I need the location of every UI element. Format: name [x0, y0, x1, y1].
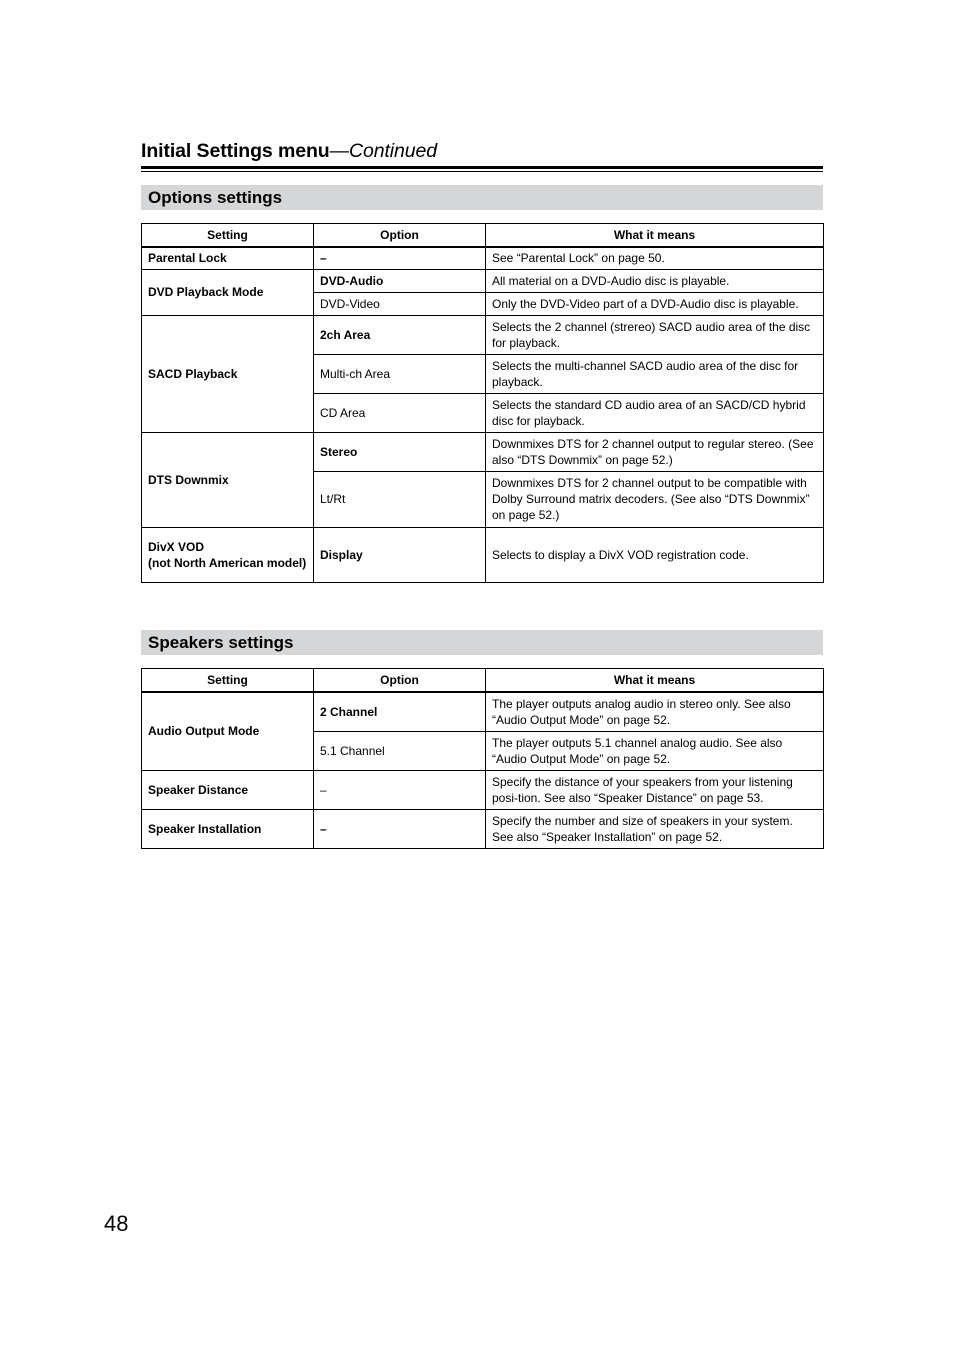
options-table: [141, 223, 824, 583]
meaning-cell: Selects the multi-channel SACD audio area of the disc for playback.: [486, 354, 824, 393]
option-cell: DVD-Video: [314, 292, 486, 315]
table-row: [142, 432, 824, 471]
page-title-continued: —Continued: [329, 140, 437, 162]
options-section-heading: Options settings: [141, 185, 823, 210]
setting-cell: [142, 527, 314, 582]
header-rule-thin: [141, 171, 823, 172]
option-cell: –: [314, 770, 486, 809]
table-header-row: [142, 224, 824, 248]
setting-cell: Speaker Installation: [142, 809, 314, 848]
option-cell: 5.1 Channel: [314, 731, 486, 770]
option-cell: –: [314, 247, 486, 269]
table-header-row: [142, 669, 824, 693]
setting-cell: Audio Output Mode: [142, 692, 314, 770]
meaning-cell: Selects the 2 channel (strereo) SACD audio area of the disc for playback.: [486, 315, 824, 354]
meaning-cell: Selects the standard CD audio area of an SACD/CD hybrid disc for playback.: [486, 393, 824, 432]
header-rule-thick: [141, 166, 823, 169]
option-cell: 2 Channel: [314, 692, 486, 731]
table-row: [142, 692, 824, 731]
meaning-cell: Selects to display a DivX VOD registration code.: [486, 527, 824, 582]
meaning-cell: Specify the number and size of speakers in your system. See also “Speaker Installation” on page 52.: [486, 809, 824, 848]
column-header-option: Option: [314, 224, 486, 248]
meaning-cell: All material on a DVD-Audio disc is playable.: [486, 269, 824, 292]
page-title: [141, 138, 823, 164]
setting-cell: SACD Playback: [142, 315, 314, 432]
option-cell: –: [314, 809, 486, 848]
option-cell: Stereo: [314, 432, 486, 471]
option-cell: Display: [314, 527, 486, 582]
meaning-cell: Downmixes DTS for 2 channel output to be compatible with Dolby Surround matrix decoders. (See also “DTS Downmix” on page 52.): [486, 471, 824, 527]
setting-cell: DTS Downmix: [142, 432, 314, 527]
page-number: 48: [104, 1211, 129, 1236]
setting-cell: Parental Lock: [142, 247, 314, 269]
table-row: [142, 809, 824, 848]
setting-cell: DVD Playback Mode: [142, 269, 314, 315]
column-header-meaning: What it means: [486, 669, 824, 693]
option-cell: DVD-Audio: [314, 269, 486, 292]
speakers-table: [141, 668, 824, 849]
page-title-main: Initial Settings menu: [141, 140, 330, 162]
setting-cell: Speaker Distance: [142, 770, 314, 809]
option-cell: Multi-ch Area: [314, 354, 486, 393]
meaning-cell: See “Parental Lock” on page 50.: [486, 247, 824, 269]
column-header-meaning: What it means: [486, 224, 824, 248]
column-header-setting: Setting: [142, 224, 314, 248]
meaning-cell: Only the DVD-Video part of a DVD-Audio disc is playable.: [486, 292, 824, 315]
meaning-cell: The player outputs 5.1 channel analog audio. See also “Audio Output Mode” on page 52.: [486, 731, 824, 770]
page-header: [141, 138, 823, 172]
table-row: [142, 527, 824, 582]
table-row: [142, 247, 824, 269]
meaning-cell: The player outputs analog audio in stereo only. See also “Audio Output Mode” on page 52.: [486, 692, 824, 731]
setting-cell-line1: DivX VOD: [148, 539, 205, 554]
option-cell: 2ch Area: [314, 315, 486, 354]
column-header-setting: Setting: [142, 669, 314, 693]
meaning-cell: Downmixes DTS for 2 channel output to regular stereo. (See also “DTS Downmix” on page 52.): [486, 432, 824, 471]
column-header-option: Option: [314, 669, 486, 693]
setting-cell-line2: (not North American model): [148, 555, 307, 570]
speakers-section-heading: Speakers settings: [141, 630, 823, 655]
table-row: [142, 269, 824, 292]
option-cell: CD Area: [314, 393, 486, 432]
table-row: [142, 770, 824, 809]
option-cell: Lt/Rt: [314, 471, 486, 527]
table-row: [142, 315, 824, 354]
meaning-cell: Specify the distance of your speakers from your listening posi-tion. See also “Speaker Distance” on page 53.: [486, 770, 824, 809]
